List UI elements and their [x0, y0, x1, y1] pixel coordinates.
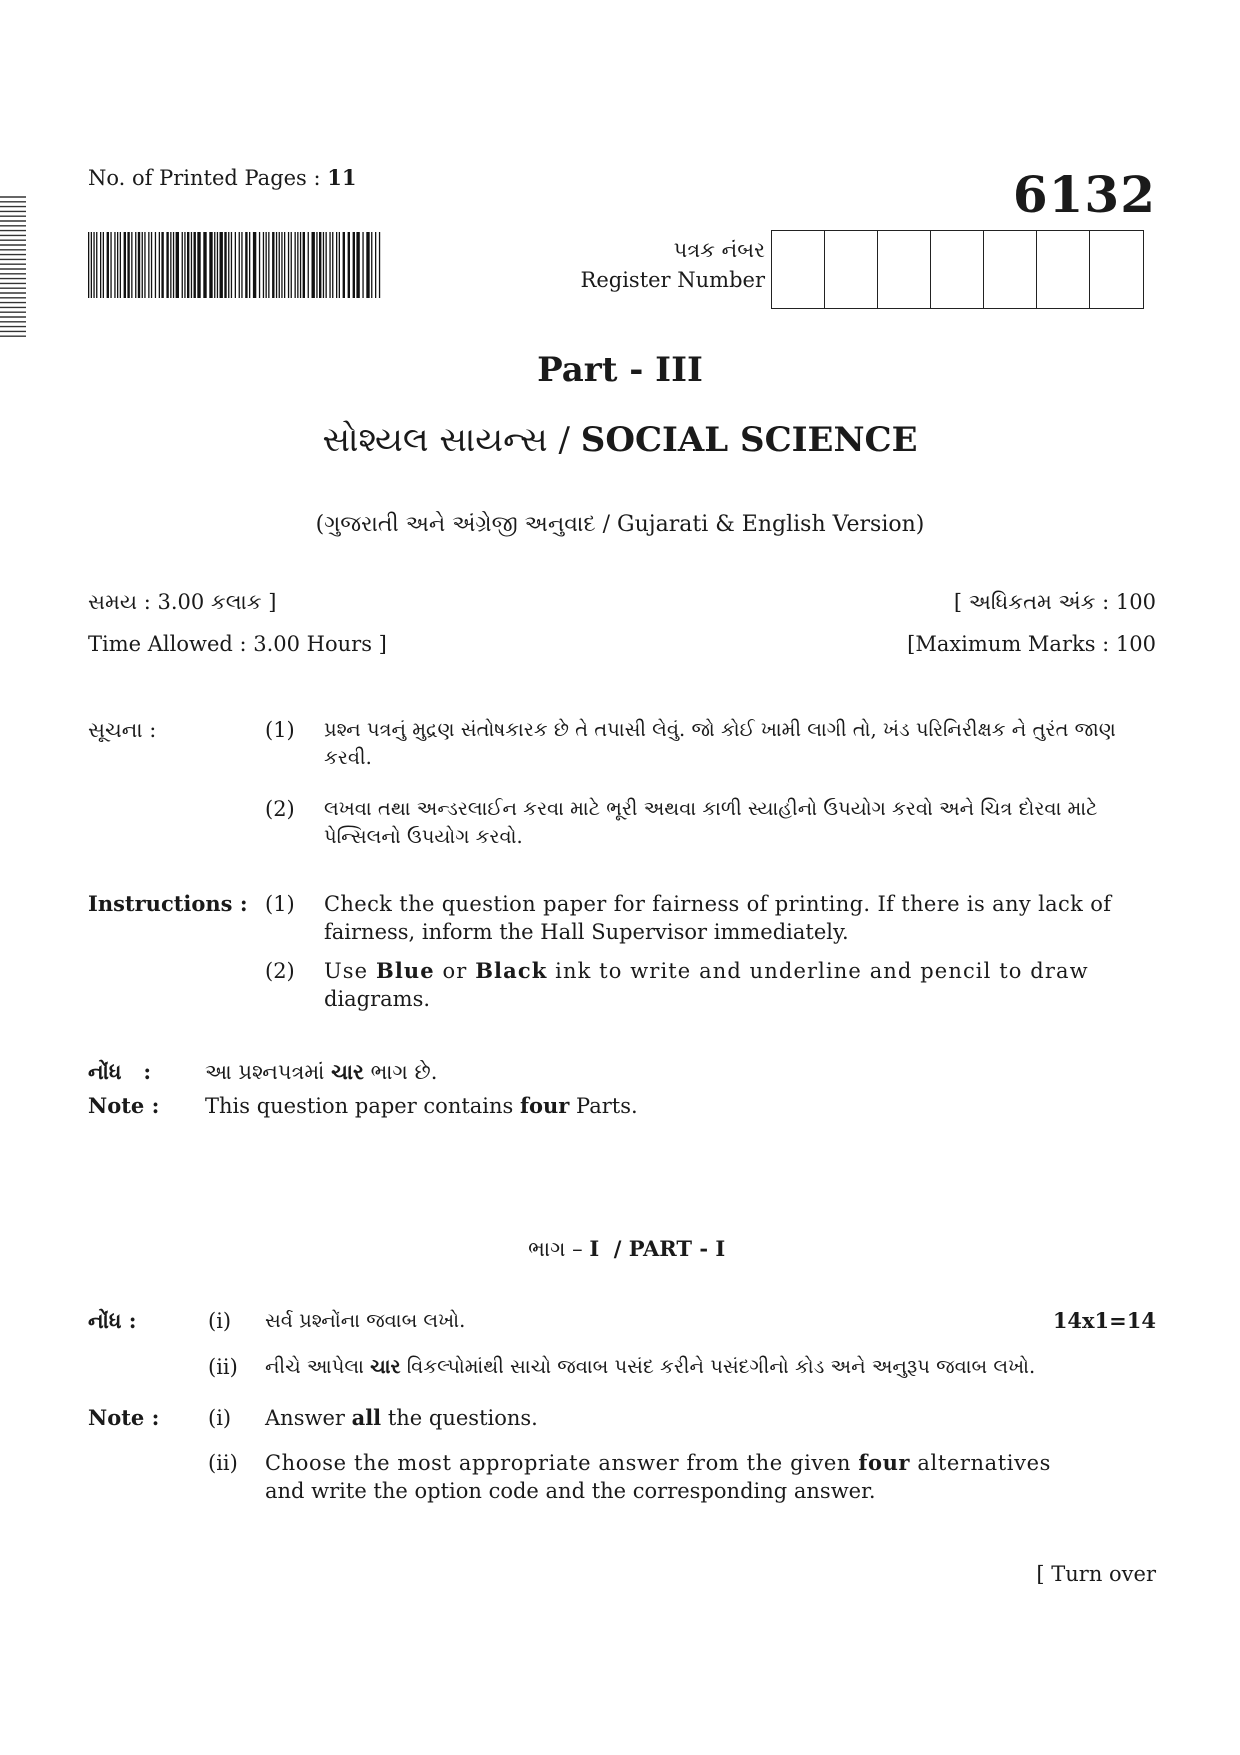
- register-label-en: Register Number: [580, 268, 765, 292]
- marks-gu: [ અધિકતમ અંક : 100: [953, 590, 1156, 614]
- instruction-en-2-num: (2): [265, 959, 295, 983]
- part-note-en-2: Choose the most appropriate answer from the given four alternatives and write the option code and the corresponding answer.: [265, 1450, 1051, 1503]
- instruction-en-1: Check the question paper for fairness of printing. If there is any lack of fairness, inform the Hall Supervisor immediately.: [324, 892, 1112, 944]
- part-note-en-1: Answer all the questions.: [265, 1405, 538, 1430]
- note-en-text: This question paper contains four Parts.: [205, 1093, 638, 1118]
- paper-code: 6132: [1012, 165, 1156, 224]
- note-gu-text: આ પ્રશ્નપત્રમાં ચાર ભાગ છે.: [205, 1059, 438, 1084]
- part-note-gu-2: નીચે આપેલા ચાર વિકલ્પોમાંથી સાચો જવાબ પસંદ કરીને પસંદગીનો કોડ અને અનુરૂપ જવાબ લખો.: [265, 1355, 1036, 1378]
- maximum-marks: [Maximum Marks : 100: [907, 632, 1156, 656]
- register-digit-box[interactable]: [984, 231, 1037, 308]
- instruction-en-1-num: (1): [265, 892, 295, 916]
- part-note-en-label: Note :: [88, 1405, 160, 1430]
- instruction-gu-2-num: (2): [265, 797, 295, 821]
- part-heading: ભાગ – I / PART - I: [528, 1236, 726, 1261]
- turn-over: [ Turn over: [1036, 1562, 1156, 1586]
- instruction-en-2: Use Blue or Black ink to write and underline and pencil to draw diagrams.: [324, 958, 1089, 1011]
- instructions-gu-label: સૂચના :: [88, 718, 157, 742]
- note-gu-label: નોંધ :: [88, 1059, 152, 1084]
- subject-title: સોશ્યલ સાયન્સ / SOCIAL SCIENCE: [322, 420, 918, 460]
- part-note-gu-2-num: (ii): [208, 1355, 238, 1379]
- instruction-gu-2: લખવા તથા અન્ડરલાઈન કરવા માટે ભૂરી અથવા કાળી સ્યાહીનો ઉપયોગ કરવો અને ચિત્ર દોરવા માટે પેન્સિલનો ઉપયોગ કરવો.: [324, 797, 1098, 848]
- time-allowed: Time Allowed : 3.00 Hours ]: [88, 632, 387, 656]
- margin-ticks: [0, 195, 28, 345]
- register-digit-box[interactable]: [1090, 231, 1143, 308]
- barcode: [88, 232, 386, 298]
- note-en-label: Note :: [88, 1093, 160, 1118]
- register-number-boxes[interactable]: [771, 230, 1144, 309]
- part-title: Part - III: [537, 350, 703, 390]
- part-note-en-2-num: (ii): [208, 1451, 238, 1475]
- part-note-en-1-num: (i): [208, 1406, 232, 1430]
- version-line: (ગુજરાતી અને અંગ્રેજી અનુવાદ / Gujarati & English Version): [315, 512, 925, 537]
- register-label-gu: પત્રક નંબર: [673, 238, 765, 262]
- marks-scheme: 14x1=14: [1052, 1308, 1156, 1333]
- printed-pages: No. of Printed Pages : 11: [88, 165, 357, 190]
- instruction-gu-1-num: (1): [265, 718, 295, 742]
- instruction-gu-1: પ્રશ્ન પત્રનું મુદ્રણ સંતોષકારક છે તે તપાસી લેવું. જો કોઈ ખામી લાગી તો, ખંડ પરિનિરીક્ષક ને તુરંત જાણ કરવી.: [324, 718, 1116, 769]
- part-note-gu-label: નોંધ :: [88, 1308, 137, 1333]
- register-digit-box[interactable]: [878, 231, 931, 308]
- part-note-gu-1-num: (i): [208, 1309, 232, 1333]
- register-digit-box[interactable]: [825, 231, 878, 308]
- register-digit-box[interactable]: [931, 231, 984, 308]
- register-digit-box[interactable]: [1037, 231, 1090, 308]
- register-digit-box[interactable]: [772, 231, 825, 308]
- instructions-en-label: Instructions :: [88, 891, 248, 916]
- time-gu: સમય : 3.00 કલાક ]: [88, 590, 277, 614]
- part-note-gu-1: સર્વ પ્રશ્નોંના જવાબ લખો.: [265, 1309, 466, 1332]
